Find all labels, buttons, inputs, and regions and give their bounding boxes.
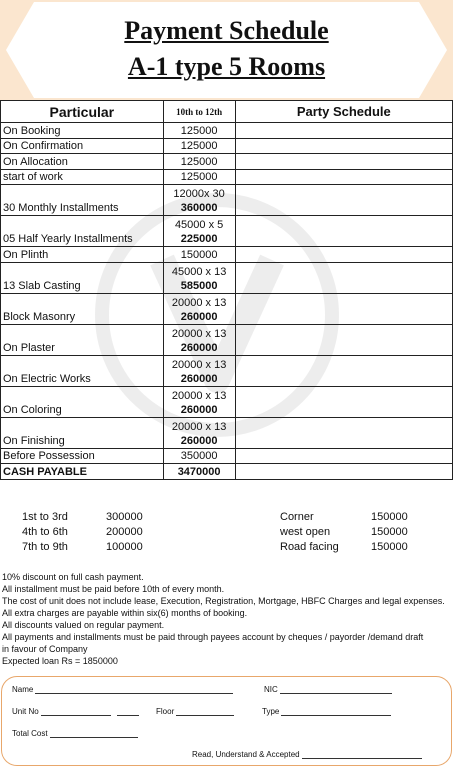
amount-line: 3470000: [177, 465, 221, 478]
list-item: [22, 525, 143, 540]
amount-cell: [163, 448, 235, 464]
amount-cell: [163, 386, 235, 417]
acceptance-label: Read, Understand & Accepted: [192, 750, 300, 759]
header-party-schedule: Party Schedule: [235, 101, 452, 123]
party-schedule-cell[interactable]: [235, 247, 452, 263]
party-schedule-cell[interactable]: [235, 216, 452, 247]
amount-total: 260000: [180, 434, 218, 447]
name-field[interactable]: [12, 685, 233, 694]
unit-no-field[interactable]: [12, 707, 139, 716]
name-label: Name: [12, 685, 34, 694]
amount-line: 20000 x 13: [171, 420, 227, 433]
amount-cell: [163, 293, 235, 324]
note-line: All payments and installments must be paid through payees account by cheques / payorder /demand draft: [2, 632, 424, 642]
table-row: [1, 464, 453, 480]
type-field[interactable]: [262, 707, 391, 716]
name-line[interactable]: [35, 685, 233, 694]
party-schedule-cell[interactable]: [235, 185, 452, 216]
applicant-form: [1, 676, 452, 766]
amount-line: 125000: [180, 171, 218, 183]
amount-total: 260000: [180, 310, 218, 323]
table-row: [1, 324, 453, 355]
unit-no-label: Unit No: [12, 707, 39, 716]
extra-amount: 150000: [371, 541, 408, 553]
table-row: [1, 154, 453, 170]
floor-range: 4th to 6th: [22, 526, 68, 538]
table-row: [1, 448, 453, 464]
table-header-row: [1, 101, 453, 123]
extra-amount: 150000: [371, 526, 408, 538]
particular-cell: Block Masonry: [1, 293, 164, 324]
table-row: [1, 247, 453, 263]
note-line: in favour of Company: [2, 644, 88, 654]
table-row: [1, 185, 453, 216]
amount-total: 260000: [180, 403, 218, 416]
party-schedule-cell[interactable]: [235, 386, 452, 417]
floor-range: 7th to 9th: [22, 541, 68, 553]
amount-cell: [163, 185, 235, 216]
amount-cell: [163, 123, 235, 139]
amount-total: 260000: [180, 341, 218, 354]
floor-discount-list: [22, 510, 143, 555]
table-row: [1, 138, 453, 154]
amount-line: 20000 x 13: [171, 296, 227, 309]
note-line: The cost of unit does not include lease, Execution, Registration, Mortgage, HBFC Charges and legal expenses.: [2, 596, 445, 606]
extra-label: west open: [280, 526, 331, 538]
amount-cell: [163, 154, 235, 170]
list-item: [280, 540, 408, 555]
table-row: [1, 355, 453, 386]
note-line: All installment must be paid before 10th of every month.: [2, 584, 225, 594]
amount-cell: [163, 247, 235, 263]
party-schedule-cell[interactable]: [235, 417, 452, 448]
floor-amount: 100000: [106, 541, 143, 553]
party-schedule-cell[interactable]: [235, 324, 452, 355]
header-banner: [0, 0, 453, 100]
table-row: [1, 386, 453, 417]
amount-total: 260000: [180, 372, 218, 385]
extra-charges-list: [280, 510, 408, 555]
particular-cell: On Coloring: [1, 386, 164, 417]
note-line: All discounts valued on regular payment.: [2, 620, 165, 630]
table-row: [1, 169, 453, 185]
particular-cell: start of work: [1, 169, 164, 185]
amount-line: 45000 x 5: [174, 219, 224, 231]
floor-amount: 200000: [106, 526, 143, 538]
nic-field[interactable]: [264, 685, 392, 694]
amount-cell: [163, 262, 235, 293]
nic-label: NIC: [264, 685, 278, 694]
title-line-2: A-1 type 5 Rooms: [127, 52, 326, 81]
acceptance-line[interactable]: [302, 750, 422, 759]
floor-line[interactable]: [176, 707, 234, 716]
particular-cell: 05 Half Yearly Installments: [1, 216, 164, 247]
extra-label: Corner: [280, 511, 314, 523]
particular-cell: On Plaster: [1, 324, 164, 355]
table-row: [1, 293, 453, 324]
party-schedule-cell[interactable]: [235, 262, 452, 293]
particular-cell: On Booking: [1, 123, 164, 139]
floor-field[interactable]: [156, 707, 234, 716]
unit-no-line[interactable]: [41, 707, 111, 716]
amount-cell: [163, 169, 235, 185]
unit-no-line-2[interactable]: [117, 707, 139, 716]
amount-cell: [163, 324, 235, 355]
nic-line[interactable]: [280, 685, 392, 694]
amount-cell: [163, 216, 235, 247]
list-item: [22, 540, 143, 555]
floor-amount: 300000: [106, 511, 143, 523]
party-schedule-cell[interactable]: [235, 169, 452, 185]
type-line[interactable]: [281, 707, 391, 716]
party-schedule-cell[interactable]: [235, 464, 452, 480]
particular-cell: Before Possession: [1, 448, 164, 464]
party-schedule-cell[interactable]: [235, 355, 452, 386]
amount-cell: [163, 138, 235, 154]
amount-cell: [163, 464, 235, 480]
amount-line: 125000: [180, 140, 218, 152]
amount-line: 12000x 30: [173, 188, 225, 200]
amount-cell: [163, 355, 235, 386]
amount-line: 20000 x 13: [171, 327, 227, 340]
acceptance-field[interactable]: [192, 750, 422, 759]
list-item: [22, 510, 143, 525]
amount-line: 150000: [180, 248, 218, 261]
total-cost-line[interactable]: [50, 729, 138, 738]
extra-label: Road facing: [280, 541, 339, 553]
particular-cell: On Plinth: [1, 247, 164, 263]
header-amount: 10th to 12th: [163, 101, 235, 123]
party-schedule-cell[interactable]: [235, 448, 452, 464]
total-cost-field[interactable]: [12, 729, 138, 738]
amount-total: 225000: [180, 233, 218, 245]
particular-cell: On Confirmation: [1, 138, 164, 154]
amount-line: 125000: [180, 124, 218, 137]
table-row: [1, 262, 453, 293]
particular-cell: CASH PAYABLE: [1, 464, 164, 480]
total-cost-label: Total Cost: [12, 729, 48, 738]
list-item: [280, 510, 408, 525]
particular-cell: On Finishing: [1, 417, 164, 448]
note-line: All extra charges are payable within six(6) months of booking.: [2, 608, 248, 618]
amount-cell: [163, 417, 235, 448]
table-row: [1, 123, 453, 139]
extra-amount: 150000: [371, 511, 408, 523]
amount-line: 20000 x 13: [171, 389, 227, 402]
table-row: [1, 417, 453, 448]
party-schedule-cell[interactable]: [235, 293, 452, 324]
schedule-body: [1, 123, 453, 480]
amount-total: 360000: [180, 202, 218, 214]
list-item: [280, 525, 408, 540]
amount-line: 20000 x 13: [171, 358, 227, 371]
party-schedule-cell[interactable]: [235, 138, 452, 154]
particular-cell: 13 Slab Casting: [1, 262, 164, 293]
particular-cell: On Allocation: [1, 154, 164, 170]
amount-line: 125000: [180, 155, 218, 168]
amount-total: 585000: [180, 279, 218, 292]
party-schedule-cell[interactable]: [235, 123, 452, 139]
terms-notes: [2, 571, 452, 667]
title-line-1: Payment Schedule: [124, 16, 329, 45]
amount-line: 350000: [180, 450, 218, 462]
note-line: Expected loan Rs = 1850000: [2, 656, 118, 666]
floor-label: Floor: [156, 707, 175, 716]
particular-cell: 30 Monthly Installments: [1, 185, 164, 216]
header-particular: Particular: [1, 101, 164, 123]
amount-line: 45000 x 13: [171, 265, 227, 278]
note-line: 10% discount on full cash payment.: [2, 572, 144, 582]
party-schedule-cell[interactable]: [235, 154, 452, 170]
payment-schedule-table: [0, 100, 453, 480]
floor-range: 1st to 3rd: [22, 511, 68, 523]
table-row: [1, 216, 453, 247]
type-label: Type: [262, 707, 280, 716]
particular-cell: On Electric Works: [1, 355, 164, 386]
